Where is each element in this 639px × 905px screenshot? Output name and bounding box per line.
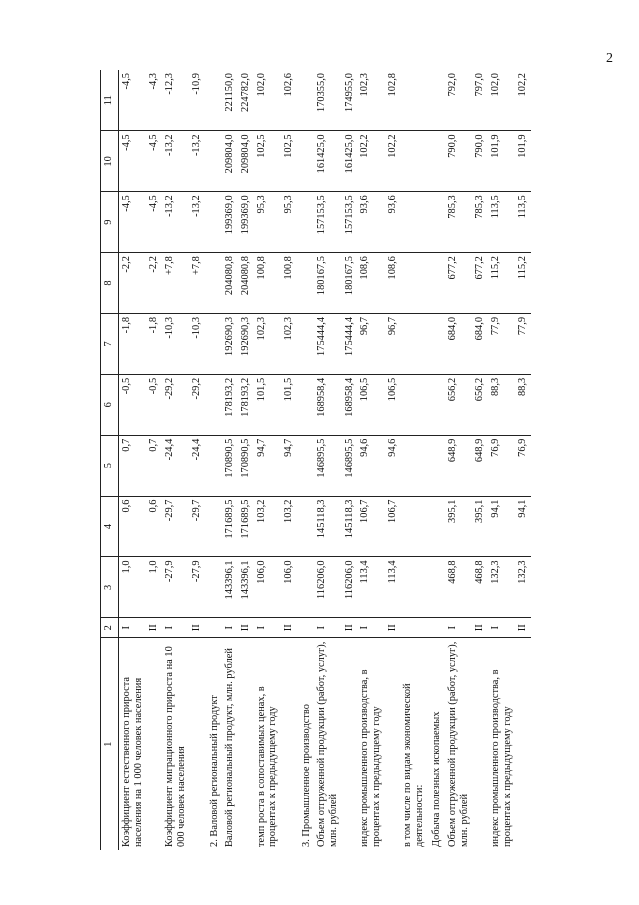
- value-cell: 100,8: [281, 253, 297, 314]
- value-cell: 1,0: [146, 557, 162, 618]
- value-cell: 102,0: [254, 70, 281, 131]
- variant-cell: I: [162, 618, 189, 638]
- value-cell: -24,4: [189, 435, 205, 496]
- value-cell: 101,9: [488, 131, 515, 192]
- value-cell: 95,3: [281, 192, 297, 253]
- table-row: [146, 70, 162, 850]
- variant-cell: II: [238, 618, 254, 638]
- value-cell: 146895,5: [314, 435, 341, 496]
- value-cell: [297, 557, 315, 618]
- value-cell: 168958,4: [314, 374, 341, 435]
- value-cell: 1,0: [119, 557, 147, 618]
- variant-cell: II: [515, 618, 531, 638]
- value-cell: 785,3: [445, 192, 472, 253]
- value-cell: 161425,0: [342, 131, 358, 192]
- header-cell: 11: [101, 70, 119, 131]
- value-cell: 204080,8: [222, 253, 238, 314]
- value-cell: 224782,0: [238, 70, 254, 131]
- variant-cell: II: [472, 618, 488, 638]
- value-cell: 171689,5: [238, 496, 254, 557]
- value-cell: -13,2: [162, 131, 189, 192]
- value-cell: [400, 374, 427, 435]
- value-cell: -13,2: [189, 131, 205, 192]
- value-cell: 684,0: [445, 313, 472, 374]
- value-cell: 100,8: [254, 253, 281, 314]
- value-cell: -29,7: [162, 496, 189, 557]
- value-cell: -4,5: [146, 131, 162, 192]
- value-cell: 157153,5: [314, 192, 341, 253]
- table-row: [342, 70, 358, 850]
- value-cell: [427, 557, 445, 618]
- indicator-name-cell: 3. Промышленное производство: [300, 704, 312, 847]
- value-cell: -12,3: [162, 70, 189, 131]
- value-cell: [205, 131, 223, 192]
- value-cell: -29,2: [162, 374, 189, 435]
- value-cell: -0,5: [119, 374, 147, 435]
- value-cell: 790,0: [472, 131, 488, 192]
- indicator-name-cell: [281, 638, 297, 850]
- indicator-name-cell: индекс промышленного производства, в процентах к предыдущему году: [359, 669, 382, 847]
- value-cell: 102,8: [385, 70, 401, 131]
- table-row: [515, 70, 531, 850]
- variant-cell: [205, 618, 223, 638]
- value-cell: 145118,3: [314, 496, 341, 557]
- value-cell: -29,2: [189, 374, 205, 435]
- value-cell: [297, 313, 315, 374]
- variant-cell: II: [189, 618, 205, 638]
- variant-cell: [427, 618, 445, 638]
- value-cell: 178193,2: [222, 374, 238, 435]
- indicator-name-cell: в том числе по видам экономической деятельности:: [402, 683, 425, 847]
- indicator-name-cell: Валовой региональный продукт, млн. рублей: [224, 648, 236, 847]
- value-cell: 94,7: [281, 435, 297, 496]
- value-cell: -13,2: [189, 192, 205, 253]
- table-body: [119, 70, 531, 850]
- value-cell: 199369,0: [222, 192, 238, 253]
- value-cell: 102,3: [254, 313, 281, 374]
- value-cell: -10,3: [189, 313, 205, 374]
- value-cell: 94,6: [385, 435, 401, 496]
- value-cell: 145118,3: [342, 496, 358, 557]
- value-cell: 108,6: [357, 253, 384, 314]
- value-cell: 116206,0: [342, 557, 358, 618]
- header-cell: 3: [101, 557, 119, 618]
- value-cell: 102,0: [488, 70, 515, 131]
- value-cell: 94,1: [515, 496, 531, 557]
- indicator-name-cell: Объем отгруженной продукции (работ, услуг), млн. рублей: [316, 641, 339, 847]
- value-cell: 648,9: [472, 435, 488, 496]
- variant-cell: I: [488, 618, 515, 638]
- value-cell: 792,0: [445, 70, 472, 131]
- value-cell: -27,9: [189, 557, 205, 618]
- value-cell: [205, 253, 223, 314]
- value-cell: [297, 435, 315, 496]
- value-cell: 103,2: [254, 496, 281, 557]
- value-cell: 199369,0: [238, 192, 254, 253]
- value-cell: [427, 496, 445, 557]
- header-cell: 8: [101, 253, 119, 314]
- indicator-name-cell: 2. Валовой региональный продукт: [208, 695, 220, 847]
- value-cell: 102,6: [281, 70, 297, 131]
- value-cell: 468,8: [472, 557, 488, 618]
- value-cell: [427, 192, 445, 253]
- header-cell: 10: [101, 131, 119, 192]
- variant-cell: II: [281, 618, 297, 638]
- value-cell: 170890,5: [238, 435, 254, 496]
- value-cell: 143396,1: [222, 557, 238, 618]
- value-cell: 94,1: [488, 496, 515, 557]
- value-cell: [205, 313, 223, 374]
- value-cell: [205, 70, 223, 131]
- table-row: [385, 70, 401, 850]
- table-row: [119, 70, 147, 850]
- indicator-name-cell: темп роста в сопоставимых ценах, в процентах к предыдущему году: [255, 686, 279, 847]
- value-cell: [427, 253, 445, 314]
- variant-cell: I: [445, 618, 472, 638]
- table-row: [445, 70, 472, 850]
- value-cell: 468,8: [445, 557, 472, 618]
- value-cell: 157153,5: [342, 192, 358, 253]
- table-row: [314, 70, 341, 850]
- value-cell: 178193,2: [238, 374, 254, 435]
- variant-cell: [297, 618, 315, 638]
- value-cell: [297, 70, 315, 131]
- value-cell: 170355,0: [314, 70, 341, 131]
- value-cell: [205, 496, 223, 557]
- value-cell: 204080,8: [238, 253, 254, 314]
- value-cell: 76,9: [488, 435, 515, 496]
- value-cell: 677,2: [472, 253, 488, 314]
- value-cell: 96,7: [357, 313, 384, 374]
- value-cell: -10,3: [162, 313, 189, 374]
- value-cell: [400, 192, 427, 253]
- indicator-name-cell: [385, 638, 401, 850]
- value-cell: 146895,5: [342, 435, 358, 496]
- indicator-name-cell: Коэффициент миграционного прироста на 10 000 человек населения: [163, 646, 187, 847]
- value-cell: 171689,5: [222, 496, 238, 557]
- variant-cell: I: [314, 618, 341, 638]
- value-cell: 76,9: [515, 435, 531, 496]
- value-cell: [205, 192, 223, 253]
- value-cell: 102,2: [385, 131, 401, 192]
- value-cell: -2,2: [119, 253, 147, 314]
- value-cell: -1,8: [146, 313, 162, 374]
- value-cell: 101,9: [515, 131, 531, 192]
- indicator-name-cell: [342, 638, 358, 850]
- value-cell: [400, 131, 427, 192]
- value-cell: [427, 70, 445, 131]
- value-cell: 161425,0: [314, 131, 341, 192]
- value-cell: 132,3: [488, 557, 515, 618]
- value-cell: 77,9: [515, 313, 531, 374]
- value-cell: -27,9: [162, 557, 189, 618]
- value-cell: [427, 131, 445, 192]
- data-table: [100, 70, 531, 850]
- value-cell: 102,2: [515, 70, 531, 131]
- indicator-name-cell: Добыча полезных ископаемых: [431, 711, 443, 847]
- value-cell: [400, 70, 427, 131]
- value-cell: 221150,0: [222, 70, 238, 131]
- value-cell: -0,5: [146, 374, 162, 435]
- page-number: 2: [606, 51, 613, 66]
- value-cell: -13,2: [162, 192, 189, 253]
- table-row: [472, 70, 488, 850]
- table-row: [222, 70, 238, 850]
- header-cell: 6: [101, 374, 119, 435]
- value-cell: -4,5: [119, 192, 147, 253]
- value-cell: 113,4: [385, 557, 401, 618]
- value-cell: 395,1: [472, 496, 488, 557]
- value-cell: 77,9: [488, 313, 515, 374]
- value-cell: 192690,3: [238, 313, 254, 374]
- value-cell: 143396,1: [238, 557, 254, 618]
- header-cell: 7: [101, 313, 119, 374]
- value-cell: 785,3: [472, 192, 488, 253]
- value-cell: -1,8: [119, 313, 147, 374]
- value-cell: 209804,0: [222, 131, 238, 192]
- value-cell: 102,3: [281, 313, 297, 374]
- rotated-table-sheet: [100, 70, 575, 850]
- value-cell: 797,0: [472, 70, 488, 131]
- header-cell: 5: [101, 435, 119, 496]
- indicator-name-cell: [472, 638, 488, 850]
- value-cell: 192690,3: [222, 313, 238, 374]
- value-cell: [427, 313, 445, 374]
- value-cell: 106,0: [254, 557, 281, 618]
- value-cell: [205, 435, 223, 496]
- value-cell: [400, 496, 427, 557]
- value-cell: [427, 435, 445, 496]
- value-cell: 0,6: [146, 496, 162, 557]
- value-cell: 115,2: [515, 253, 531, 314]
- value-cell: +7,8: [162, 253, 189, 314]
- value-cell: 102,5: [254, 131, 281, 192]
- value-cell: 168958,4: [342, 374, 358, 435]
- value-cell: -10,9: [189, 70, 205, 131]
- header-cell: 4: [101, 496, 119, 557]
- header-cell: 9: [101, 192, 119, 253]
- value-cell: -29,7: [189, 496, 205, 557]
- header-cell: 1: [101, 638, 119, 850]
- variant-cell: [400, 618, 427, 638]
- value-cell: 0,7: [119, 435, 147, 496]
- header-cell: 2: [101, 618, 119, 638]
- value-cell: 88,3: [488, 374, 515, 435]
- value-cell: -4,5: [119, 70, 147, 131]
- indicator-name-cell: индекс промышленного производства, в процентах к предыдущему году: [490, 669, 513, 847]
- table-row: [254, 70, 281, 850]
- value-cell: 0,6: [119, 496, 147, 557]
- value-cell: 93,6: [385, 192, 401, 253]
- value-cell: [400, 435, 427, 496]
- value-cell: 648,9: [445, 435, 472, 496]
- value-cell: 684,0: [472, 313, 488, 374]
- value-cell: [205, 557, 223, 618]
- value-cell: 180167,5: [314, 253, 341, 314]
- value-cell: -4,3: [146, 70, 162, 131]
- value-cell: [427, 374, 445, 435]
- value-cell: -4,5: [119, 131, 147, 192]
- value-cell: 170890,5: [222, 435, 238, 496]
- indicator-name-cell: [515, 638, 531, 850]
- value-cell: 96,7: [385, 313, 401, 374]
- indicator-name-cell: [146, 638, 162, 850]
- table-row: [189, 70, 205, 850]
- value-cell: 113,5: [488, 192, 515, 253]
- value-cell: 677,2: [445, 253, 472, 314]
- value-cell: +7,8: [189, 253, 205, 314]
- value-cell: [205, 374, 223, 435]
- value-cell: 656,2: [445, 374, 472, 435]
- table-row: [488, 70, 515, 850]
- value-cell: 106,7: [385, 496, 401, 557]
- value-cell: 93,6: [357, 192, 384, 253]
- value-cell: 95,3: [254, 192, 281, 253]
- value-cell: [297, 496, 315, 557]
- table-row: [238, 70, 254, 850]
- value-cell: 116206,0: [314, 557, 341, 618]
- value-cell: 106,0: [281, 557, 297, 618]
- indicator-name-cell: Объем отгруженной продукции (работ, услуг), млн. рублей: [447, 641, 470, 847]
- variant-cell: I: [357, 618, 384, 638]
- value-cell: 108,6: [385, 253, 401, 314]
- table-row: [427, 70, 445, 850]
- table-row: [357, 70, 384, 850]
- value-cell: 106,5: [357, 374, 384, 435]
- indicator-name-cell: [189, 638, 205, 850]
- variant-cell: II: [146, 618, 162, 638]
- header-row: [101, 70, 119, 850]
- value-cell: [297, 192, 315, 253]
- value-cell: 115,2: [488, 253, 515, 314]
- variant-cell: II: [385, 618, 401, 638]
- value-cell: 0,7: [146, 435, 162, 496]
- value-cell: 113,4: [357, 557, 384, 618]
- value-cell: 102,3: [357, 70, 384, 131]
- value-cell: 113,5: [515, 192, 531, 253]
- value-cell: 101,5: [281, 374, 297, 435]
- table-row: [297, 70, 315, 850]
- value-cell: [400, 253, 427, 314]
- indicator-name-cell: Коэффициент естественного прироста населения на 1 000 человек населения: [121, 676, 144, 847]
- indicator-name-cell: [238, 638, 254, 850]
- table-row: [281, 70, 297, 850]
- value-cell: 180167,5: [342, 253, 358, 314]
- value-cell: [297, 374, 315, 435]
- value-cell: 174955,0: [342, 70, 358, 131]
- value-cell: 656,2: [472, 374, 488, 435]
- value-cell: 88,3: [515, 374, 531, 435]
- value-cell: 209804,0: [238, 131, 254, 192]
- value-cell: [400, 313, 427, 374]
- value-cell: [297, 253, 315, 314]
- variant-cell: I: [119, 618, 147, 638]
- value-cell: 106,5: [385, 374, 401, 435]
- variant-cell: II: [342, 618, 358, 638]
- table-row: [205, 70, 223, 850]
- variant-cell: I: [254, 618, 281, 638]
- value-cell: 395,1: [445, 496, 472, 557]
- value-cell: [297, 131, 315, 192]
- value-cell: 106,7: [357, 496, 384, 557]
- value-cell: -2,2: [146, 253, 162, 314]
- table-row: [400, 70, 427, 850]
- value-cell: 102,5: [281, 131, 297, 192]
- value-cell: 94,7: [254, 435, 281, 496]
- value-cell: 175444,4: [342, 313, 358, 374]
- value-cell: [400, 557, 427, 618]
- value-cell: -4,5: [146, 192, 162, 253]
- value-cell: 132,3: [515, 557, 531, 618]
- variant-cell: I: [222, 618, 238, 638]
- value-cell: 94,6: [357, 435, 384, 496]
- value-cell: 790,0: [445, 131, 472, 192]
- table-row: [162, 70, 189, 850]
- value-cell: 101,5: [254, 374, 281, 435]
- value-cell: 103,2: [281, 496, 297, 557]
- value-cell: 175444,4: [314, 313, 341, 374]
- value-cell: 102,2: [357, 131, 384, 192]
- value-cell: -24,4: [162, 435, 189, 496]
